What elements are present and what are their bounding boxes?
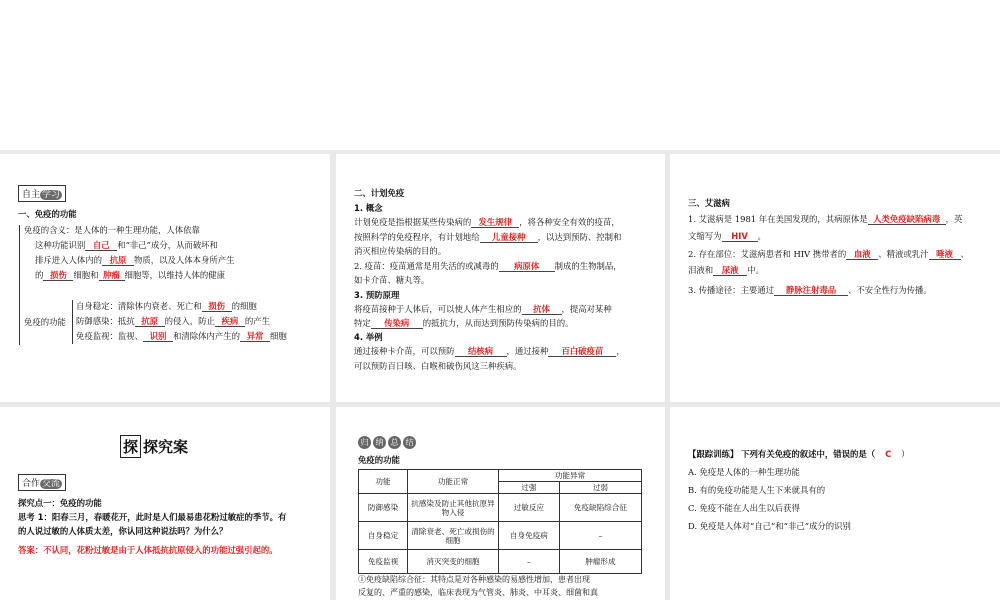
header-too-weak: 过弱 — [559, 482, 641, 494]
summary-tag: 归 纳 总 结 — [358, 436, 418, 449]
cell-weak: – — [559, 522, 641, 550]
concept-line-2: 按照科学的免疫程序，有计划地给 儿童接种 ，以达到预防、控制和 — [354, 232, 622, 242]
header-normal: 功能正常 — [408, 470, 499, 494]
transmission-line: 3. 传播途径：主要通过 静脉注射毒品 、不安全性行为传播。 — [688, 285, 932, 295]
cell-weak: 肿瘤形成 — [559, 550, 641, 574]
immune-function-table — [358, 469, 642, 574]
section-heading: 一、免疫的功能 — [18, 209, 77, 219]
concept-line-1: 计划免疫是指根据某些传染病的 发生规律 ，将各种安全有效的疫苗， — [354, 217, 620, 227]
location-line-2: 泪液和 尿液 中。 — [688, 265, 764, 275]
panel-summary — [336, 407, 665, 600]
location-line-1: 2. 存在部位：艾滋病患者和 HIV 携带者的 血液 、精液或乳汁 唾液 、 — [688, 249, 969, 259]
function-self-stability: 自身稳定：清除体内衰老、死亡和 损伤 的细胞 — [76, 301, 257, 311]
cell-strong: 过敏反应 — [499, 494, 560, 522]
function-surveillance: 免疫监视：监视、 识别 和清除体内产生的 异常 细胞 — [76, 331, 287, 341]
function-defense: 防御感染：抵抗 抗原 的侵入，防止 疾病 的产生 — [76, 316, 270, 326]
function-label: 免疫的功能 — [24, 317, 66, 327]
table-row — [359, 494, 642, 522]
definition-line-1: 免疫的含义：是人体的一种生理功能，人体依靠 — [24, 225, 200, 235]
panel-practice — [670, 407, 1000, 600]
cell-func: 防御感染 — [359, 494, 408, 522]
subheading-examples: 4. 举例 — [354, 332, 383, 342]
aids-line-1: 1. 艾滋病是 1981 年在美国发现的，其病原体是 人类免疫缺陷病毒 ，英 — [688, 214, 963, 224]
option-d[interactable]: D. 免疫是人体对“自己”和“非己”成分的识别 — [688, 521, 851, 531]
inquiry-banner: 探 探究案 — [120, 435, 188, 458]
cell-func: 免疫监视 — [359, 550, 408, 574]
cell-normal: 抗感染及防止其他抗原异物入侵 — [408, 494, 499, 522]
table-row — [359, 550, 642, 574]
table-row — [359, 522, 642, 550]
note-line-1: ①免疫缺陷综合征：其特点是对各种感染的易感性增加，患者出现 — [358, 575, 590, 584]
option-a[interactable]: A. 免疫是人体的一种生理功能 — [688, 467, 800, 477]
option-c[interactable]: C. 免疫不能在人出生以后获得 — [688, 503, 800, 513]
panel-immune-function — [0, 154, 330, 402]
answer-text: 答案：不认同，花粉过敏是由于人体抵抗抗原侵入的功能过强引起的。 — [18, 545, 278, 555]
section-badge-cooperation: 合作 交流 — [18, 474, 66, 491]
option-b[interactable]: B. 有的免疫功能是人生下来就具有的 — [688, 485, 826, 495]
brace-line — [19, 225, 20, 345]
principle-line-1: 将疫苗接种于人体后，可以使人体产生相应的 抗体 ，提高对某种 — [354, 304, 612, 314]
subheading-concept: 1. 概念 — [354, 203, 383, 213]
aids-line-2: 文缩写为 HIV 。 — [688, 231, 766, 241]
principle-line-2: 特定 传染病 的抵抗力，从而达到预防传染病的目的。 — [354, 318, 574, 328]
section-heading: 三、艾滋病 — [688, 198, 730, 208]
example-line-2: 可以预防百日咳、白喉和破伤风这三种疾病。 — [354, 361, 522, 371]
definition-line-2: 这种功能识别 自己 和“非己”成分，从而破坏和 — [35, 240, 218, 250]
question-line-2: 的人说过敏的人体质太差，你认同这种说法吗？为什么？ — [18, 526, 228, 536]
example-line-1: 通过接种卡介苗，可以预防 结核病 ，通过接种 百白破疫苗 ， — [354, 346, 625, 356]
section-heading: 二、计划免疫 — [354, 188, 405, 198]
panel-inquiry — [0, 407, 330, 600]
summary-title: 免疫的功能 — [358, 455, 400, 465]
header-too-strong: 过强 — [499, 482, 560, 494]
cell-normal: 清除衰老、死亡或损伤的细胞 — [408, 522, 499, 550]
cell-weak: 免疫缺陷综合征 — [559, 494, 641, 522]
panel-planned-immunization — [336, 154, 665, 402]
panel-aids — [670, 154, 1000, 402]
vaccine-line-1: 2. 疫苗：疫苗通常是用失活的或减毒的 病原体 制成的生物制品， — [354, 261, 622, 271]
question-line-1: 思考 1：阳春三月，春暖花开，此时是人们最易患花粉过敏症的季节。有 — [18, 512, 287, 522]
inquiry-point: 探究点一：免疫的功能 — [18, 498, 102, 508]
vaccine-line-2: 如卡介苗、糖丸等。 — [354, 275, 430, 285]
subheading-principle: 3. 预防原理 — [354, 290, 400, 300]
cell-strong: – — [499, 550, 560, 574]
note-line-2: 反复的、严重的感染，临床表现为气管炎、肺炎、中耳炎、细菌和真 — [358, 588, 598, 597]
section-badge-self-study: 自主 学习 — [18, 185, 66, 202]
concept-line-3: 消灭相应传染病的目的。 — [354, 246, 447, 256]
cell-strong: 自身免疫病 — [499, 522, 560, 550]
definition-line-4: 的 损伤 细胞和 肿瘤 细胞等，以维持人体的健康 — [35, 270, 225, 280]
cell-normal: 消灭突变的细胞 — [408, 550, 499, 574]
header-function: 功能 — [359, 470, 408, 494]
cell-func: 自身稳定 — [359, 522, 408, 550]
practice-question: 【跟踪训练】 下列有关免疫的叙述中，错误的是（ C ） — [688, 449, 910, 459]
definition-line-3: 排斥进入人体内的 抗原 物质，以及人体本身所产生 — [35, 255, 235, 265]
function-brace — [72, 300, 73, 344]
header-abnormal: 功能异常 — [499, 470, 642, 482]
blank-top-area — [0, 0, 1000, 150]
